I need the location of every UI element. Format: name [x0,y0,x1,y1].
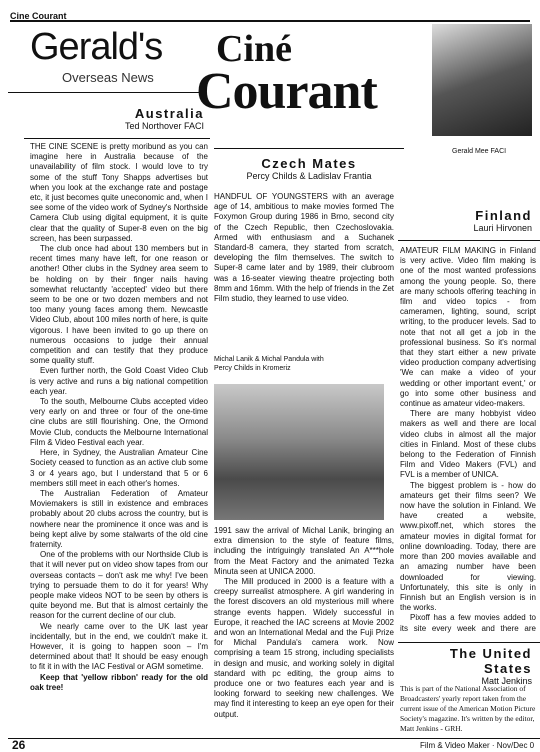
finland-rule [398,240,540,241]
czech-photo [214,384,384,520]
australia-heading-block [24,106,204,131]
czech-article-continued [214,526,394,720]
footer-rule [8,738,540,739]
australia-heading: Australia [134,106,204,121]
finland-paragraph: There are many hobbyist video makers as well and there are local video clubs in almost all the major cities in Finland. Most of these clubs belong to the Federation of Finnish Film and Video Makers (FVL) and FVL is a member of UNICA. [400,409,536,480]
portrait-photo [432,24,532,136]
australia-paragraph: To the south, Melbourne Clubs accepted video very early on and three or four of the one-time cine clubs are still flourishing. One, the Ormond Movie Club, conducts the Melbourne International Film & Video Festival each year. [30,397,208,447]
us-article: This is part of the National Association of Broadcasters' yearly report taken from the current issue of the American Motion Picture Society's magazine. It's written by the editor, Matt Jenkins - GRH. [400,684,536,733]
magazine-name: Film & Video Maker [420,741,490,750]
finland-article [400,246,536,634]
czech-photo-caption: Michal Lanik & Michal Pandula with Percy Childs in Kromeriz [214,356,324,372]
finland-byline: Lauri Hirvonen [473,223,532,233]
australia-paragraph: THE CINE SCENE is pretty moribund as you can imagine here in Australia because of the unavailability of film stock. I would love to try some of the stuff Tony Shapps advertises but when you look at the exchange rate and postage etc, it just becomes quite uneconomic and, when I see some of the video work of Sydney's Northside Camera Club using digital equipment, it is quite clear that the quality of Super-8 even on the big screen, has been surpassed. [30,142,208,243]
footer-magazine [420,741,534,750]
finland-paragraph: Pixoff has a few movies added to its site every week and there are [400,613,536,633]
czech-heading-block [214,156,404,181]
australia-paragraph: We nearly came over to the UK last year incidentally, but in the end, we couldn't make it. However, it is going to happen soon – I'm determined about that! It should be easy enough to fit it in with the IAC Festival or AGM sometime. [30,621,208,672]
page-number: 26 [12,738,26,752]
australia-article [30,142,208,693]
australia-paragraph: Even further north, the Gold Coast Video Club is very active and runs a big national competition each year. [30,366,208,396]
australia-paragraph: The Australian Federation of Amateur Moviemakers is still in existence and embraces probably about 20 clubs across the country, but is nowhere near the prominence it once was and is being kept alive by some stalwarts of the old cine fraternity. [30,488,208,549]
logo-line-2: Courant [196,63,377,120]
czech-paragraph: 1991 saw the arrival of Michal Lanik, bringing an extra dimension to the style of feature films, including the intriguingly translated An A***hole from the Meat Factory and the animated Tezka Minuta seen at UNICA 2000. [214,526,394,576]
us-heading-block [400,646,532,686]
finland-heading: Finland [475,208,532,223]
australia-paragraph: Keep that 'yellow ribbon' ready for the old oak tree! [30,672,208,692]
issue-date: · Nov/Dec 0 [491,741,535,750]
finland-heading-block [400,208,532,233]
us-rule [398,642,540,643]
section-title: Cine Courant [10,11,67,21]
column-subtitle: Overseas News [62,70,154,85]
australia-paragraph: One of the problems with our Northside Club is that it will never put on video show tapes from our overseas contacts – don't ask me why! I've been trying to persuade them to do it for years! Why people make videos NOT to be seen by others is quite beyond me. But that is almost certainly the reason for the current decline of our club. [30,550,208,621]
portrait-caption: Gerald Mee FACI [452,148,507,155]
us-byline: Matt Jenkins [481,676,532,686]
czech-paragraph: HANDFUL OF YOUNGSTERS with an average age of 14, ambitious to make movies formed The Foxymon Group during 1986 in Brno, second city of the Czech Republic, then Czechoslovakia. Armed with enthusiasm and a Suchanek Standard-8 camera, they started from scratch, developing the film themselves. The switch to Super-8 came later and by 1989, their clubroom was a 16-seater viewing theatre projecting both 8mm and 16mm. With the help of friends in the Zet Film studio, they learned to use video. [214,192,394,304]
finland-paragraph: The biggest problem is - how do amateurs get their films seen? We now have the solution in Finland. We have created a website, www.pixoff.net, which stores the amateur movies in digital format for online downloading. Today, there are more than 200 movies available and an amazing number have been downloaded for viewing. Unfortunately, this site is only in Finnish but an English version is in the works. [400,480,536,613]
title-rule [8,92,204,93]
australia-rule [24,138,210,139]
page-header [10,6,530,22]
czech-rule [214,148,404,149]
czech-heading: Czech Mates [261,156,357,171]
czech-paragraph: The Mill produced in 2000 is a feature with a creepy surrealist atmosphere. A girl wandering in the forest discovers an old mysterious mill where strange events happen. Widely successful in Europe, it reached the IAC screens at Movie 2002 and won an International Medal and the Fuji Prize for Michal Pandula's camera work. Now comprising a team 15 strong, including specialists in design and music, and working solely in digital standard with pc editing, the group aims to produce one or two features each year and is looking forward to seeking new challenges. We may find it interesting to keep an eye open for their output. [214,577,394,719]
czech-byline: Percy Childs & Ladislav Frantia [246,171,372,181]
australia-byline: Ted Northover FACI [124,121,204,131]
logo-line-1: Ciné [216,28,292,70]
australia-paragraph: The club once had about 130 members but in recent times many have left, for one reason or another! Other clubs in the Sydney area seem to be holding on by their finger nails having somewhat reluctantly 'accepted' video but there seem to be one or two dozen members and not too many young faces among them. Newcastle Video Club, about 100 miles north of here, is quite vigorous. I have been invited to go up there on numerous occasions to judge their annual competition and can testify that they produce some quality stuff. [30,244,208,366]
australia-paragraph: Here, in Sydney, the Australian Amateur Cine Society ceased to function as an active club some 3 or 4 years ago, but I understand that 5 or 6 members still meet in each other's homes. [30,448,208,488]
finland-paragraph: AMATEUR FILM MAKING in Finland is very active. Video film making is one of the most wanted professions among the young people. So, there are many schools offering teaching in film and video topics - from cameramen, lighting, sound, script writing, to the producer levels. Sad to note that not all get a job in the professional business. So it's normal that they start either a new private video production company advertising 'We can make a video of your wedding or other important event,' or go into some other business and continue as amateur video-makers. [400,246,536,409]
column-title: Gerald's [30,26,163,68]
czech-intro [214,192,394,304]
us-heading: The United States [449,646,532,676]
